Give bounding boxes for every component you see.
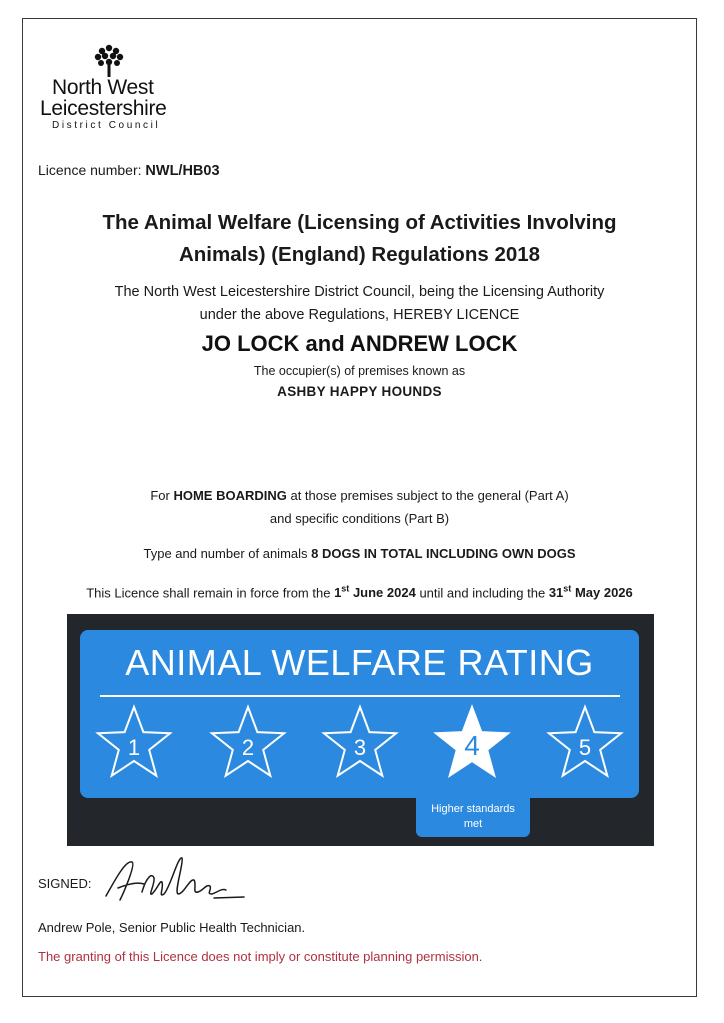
rating-star-label: 2: [241, 735, 255, 760]
licence-number: [38, 162, 220, 179]
tree-logo-icon: [92, 44, 126, 78]
start-sup: st: [341, 584, 350, 594]
end-sup: st: [563, 584, 572, 594]
animals-label: Type and number of animals: [143, 546, 308, 561]
validity-statement: [22, 578, 697, 604]
rating-title: ANIMAL WELFARE RATING: [125, 642, 594, 683]
rating-stars: [80, 700, 639, 790]
planning-note: The granting of this Licence does not imply or constitute planning permission.: [38, 949, 483, 964]
validity-prefix: This Licence shall remain in force from the: [86, 585, 331, 601]
licensing-intro: [22, 281, 697, 327]
rating-caption-line2: met: [463, 818, 483, 830]
signer-name: Andrew Pole, Senior Public Health Technician.: [38, 920, 306, 935]
activity-statement: [22, 484, 697, 530]
end-day: 31: [548, 585, 564, 601]
council-logo: [38, 44, 198, 131]
intro-line1: The North West Leicestershire District Council, being the Licensing Authority: [114, 284, 605, 300]
premises-name: ASHBY HAPPY HOUNDS: [277, 384, 442, 399]
activity-type: HOME BOARDING: [173, 488, 287, 503]
rating-star-label: 5: [578, 735, 592, 760]
start-day: 1: [334, 585, 342, 601]
animals-statement: [22, 542, 697, 565]
validity-middle: until and including the: [419, 585, 546, 601]
rating-divider: [100, 695, 620, 697]
animals-value: 8 DOGS IN TOTAL INCLUDING OWN DOGS: [311, 546, 576, 561]
signature-image: [98, 848, 248, 918]
licence-number-value: NWL/HB03: [145, 163, 220, 179]
logo-text-line3: District Council: [52, 120, 161, 131]
intro-line2: under the above Regulations, HEREBY LICENCE: [199, 307, 520, 323]
rating-caption-line1: Higher standards: [431, 803, 515, 815]
signed-label: SIGNED:: [38, 876, 92, 891]
regulation-title-line1: The Animal Welfare (Licensing of Activities Involving: [102, 211, 617, 234]
rating-star-label: 1: [127, 735, 141, 760]
logo-text-line2: Leicestershire: [40, 97, 167, 120]
occupier-text: The occupier(s) of premises known as: [253, 364, 466, 378]
rating-star-label: 3: [353, 735, 367, 760]
rating-star-label: 4: [464, 730, 480, 761]
logo-text-line1: North West: [52, 76, 154, 99]
activity-prefix: For: [150, 488, 170, 503]
activity-line2: and specific conditions (Part B): [269, 511, 450, 526]
regulation-title: [22, 207, 697, 271]
activity-suffix: at those premises subject to the general (Part A): [290, 488, 569, 503]
rating-caption: [416, 797, 530, 837]
licensee-names: JO LOCK and ANDREW LOCK: [201, 331, 518, 356]
regulation-title-line2: Animals) (England) Regulations 2018: [178, 243, 541, 266]
end-date-rest: May 2026: [574, 585, 633, 601]
licence-number-label: Licence number:: [38, 162, 142, 178]
start-date-rest: June 2024: [352, 585, 416, 601]
